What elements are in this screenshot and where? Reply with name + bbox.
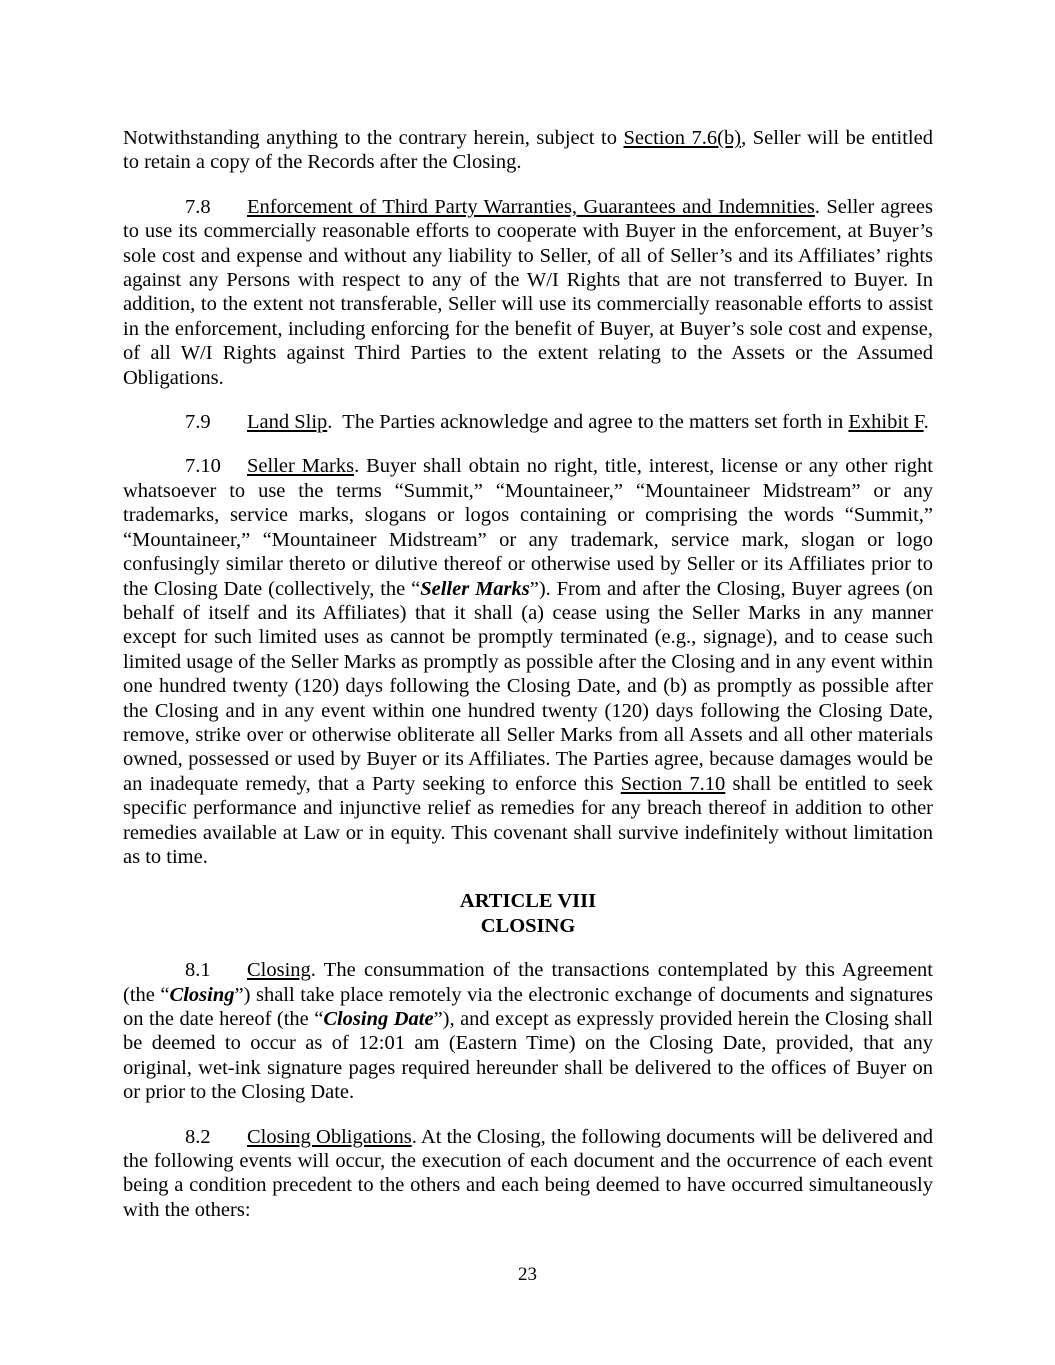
defined-term: Closing Date: [323, 1008, 434, 1030]
article-heading: [123, 889, 933, 913]
underlined-term: Closing Obligations: [247, 1125, 412, 1148]
text-run: CLOSING: [480, 914, 576, 937]
text-run: ”). From and after the Closing, Buyer agrees (on behalf of itself and its Affiliates) that it shall (a) cease using the Seller Marks in any manner except for such limited uses as cannot be promptly terminated (e.g., signage), and to cease such limited usage of the Seller Marks as promptly as possible after the Closing and in any event within one hundred twenty (120) days following the Closing Date, and (b) as promptly as possible after the Closing and in any event within one hundred twenty (120) days following the Closing Date, remove, strike over or otherwise obliterate all Seller Marks from all Assets and all other materials owned, possessed or used by Buyer or its Affiliates. The Parties agree, because damages would be an inadequate remedy, that a Party seeking to enforce this: [123, 577, 934, 795]
paragraph: [123, 958, 933, 1104]
section-number: 8.2: [185, 1125, 211, 1148]
section-number: 7.9: [185, 411, 211, 434]
underlined-term: Enforcement of Third Party Warranties, Guarantees and Indemnities: [247, 195, 815, 218]
paragraph: [123, 1125, 933, 1223]
paragraph: [123, 410, 933, 434]
paragraph: [123, 126, 933, 175]
text-run: Notwithstanding anything to the contrary herein, subject to: [123, 127, 624, 149]
text-run: ”), and except as expressly provided herein the Closing shall be deemed to occur as of 12:01 am (Eastern Time) on the Closing Date, provided, that any original, wet-ink signature pages required hereunder shall be delivered to the offices of Buyer on or prior to the Closing Date.: [123, 1008, 934, 1104]
text-run: . At the Closing, the following documents will be delivered and the following events will occur, the execution of each document and the occurrence of each event being a condition precedent to the others and each being deemed to have occurred simultaneously with the others:: [123, 1125, 933, 1221]
text-run: . The Parties acknowledge and agree to the matters set forth in: [327, 411, 849, 434]
text-run: . The consummation of the transactions contemplated by this Agreement (the “: [123, 959, 933, 1006]
underlined-term: Section 7.6(b): [623, 127, 742, 149]
text-run: . Seller agrees to use its commercially reasonable efforts to cooperate with Buyer in the enforcement, at Buyer’s sole cost and expense and without any liability to Seller, of all of Seller’s and its Affiliates’ rights against any Persons with respect to any of the W/I Rights that are not transferred to Buyer. In addition, to the extent not transferable, Seller will use its commercially reasonable efforts to assist in the enforcement, including enforcing for the benefit of Buyer, at Buyer’s sole cost and expense, of all W/I Rights against Third Parties to the extent relating to the Assets or the Assumed Obligations.: [123, 195, 933, 389]
paragraph: [123, 195, 933, 390]
defined-term: Closing: [169, 983, 235, 1006]
article-heading: [123, 914, 933, 938]
underlined-term: Land Slip: [247, 411, 328, 434]
underlined-term: Section 7.10: [620, 772, 726, 795]
underlined-term: Seller Marks: [247, 455, 355, 478]
document-body: [123, 126, 933, 1242]
text-run: ARTICLE VIII: [459, 890, 597, 913]
section-number: 8.1: [185, 959, 211, 982]
section-number: 7.8: [185, 195, 211, 218]
text-run: ”) shall take place remotely via the electronic exchange of documents and signatures on the date hereof (the “: [123, 983, 933, 1030]
defined-term: Seller Marks: [420, 577, 530, 600]
section-number: 7.10: [185, 455, 221, 478]
text-run: . Buyer shall obtain no right, title, interest, license or any other right whatsoever to use the terms “Summit,” “Mountaineer,” “Mountaineer Midstream” or any trademarks, service marks, slogans or logos containing or comprising the words “Summit,” “Mountaineer,” “Mountaineer Midstream” or any trademark, service mark, slogan or logo confusingly similar thereto or dilutive thereof or otherwise used by Seller or its Affiliates prior to the Closing Date (collectively, the “: [123, 455, 933, 600]
paragraph: [123, 454, 933, 869]
text-run: shall be entitled to seek specific performance and injunctive relief as remedies for any breach thereof in addition to other remedies available at Law or in equity. This covenant shall survive indefinitely without limitation as to time.: [123, 772, 933, 868]
underlined-term: Closing: [247, 959, 311, 982]
page-number: 23: [518, 1264, 537, 1285]
text-run: .: [923, 411, 929, 434]
text-run: , Seller will be entitled to retain a copy of the Records after the Closing.: [123, 127, 933, 174]
underlined-term: Exhibit F: [848, 411, 924, 434]
